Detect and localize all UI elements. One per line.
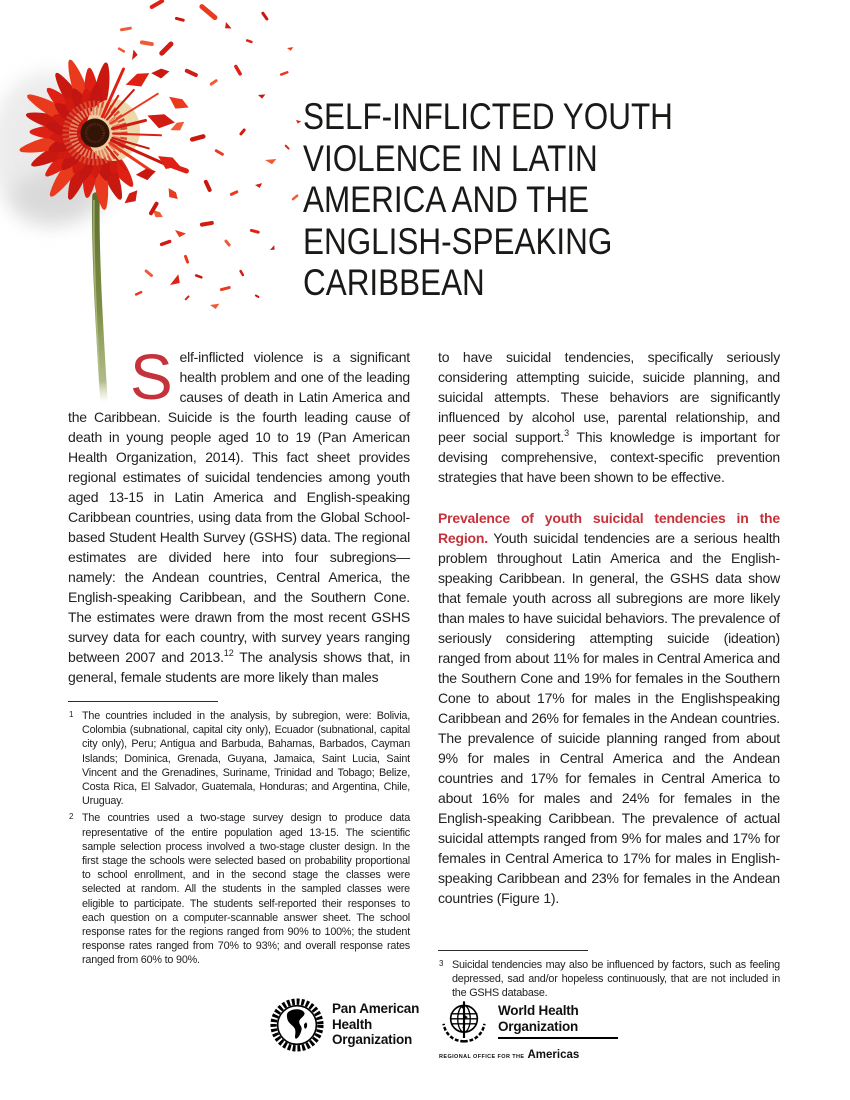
- paho-text-line: Health: [332, 1016, 373, 1032]
- footnote-3-text: Suicidal tendencies may also be influenced by factors, such as feeling depressed, sad and/or hopeless continuously, that are not included in the GSHS database.: [452, 959, 780, 1000]
- intro-text-cont: The analysis shows that, in general, female students are more likely than males: [68, 649, 410, 685]
- title-line: CARIBBEAN: [303, 262, 485, 303]
- page-title: [303, 96, 711, 304]
- title-line: VIOLENCE IN LATIN: [303, 137, 598, 179]
- footnote-ref-12: 12: [223, 648, 234, 658]
- who-text-line: Organization: [498, 1018, 579, 1034]
- who-logo-text: [498, 1003, 618, 1039]
- intro-paragraph: [68, 341, 410, 687]
- footnotes-right: [438, 950, 780, 1001]
- footnote-1-marker: 1: [69, 710, 74, 719]
- title-line: ENGLISH-SPEAKING: [303, 220, 613, 262]
- body-left-column: [68, 341, 410, 971]
- body-right-column: [438, 347, 780, 1004]
- who-text-line: World Health: [498, 1003, 579, 1018]
- footnote-3-marker: 3: [439, 959, 444, 968]
- footnote-2-marker: 2: [69, 812, 74, 822]
- paho-text-line: Pan American: [332, 1001, 420, 1016]
- footnote-ref-3: 3: [564, 428, 570, 438]
- paho-logo: [270, 998, 419, 1052]
- paho-text-line: Organization: [332, 1032, 413, 1047]
- footnote-3: [438, 958, 780, 1001]
- footnote-separator: [68, 701, 218, 702]
- footnote-1-text: The countries included in the analysis, by subregion, were: Bolivia, Colombia (subnational, capital city only), Ecuador (subnational, capital city only), Peru; Antigua and Barbuda, Bahamas, Barbados, Cayman Islands; Dominica, Grenada, Guyana, Jamaica, Saint Lucia, Saint Vincent and the Grenadines, Suriname, Trinidad and Tobago; Belize, Costa Rica, El Salvador, Guatemala, Honduras; and Argentina, Chile, Uruguay.: [82, 710, 410, 808]
- paragraph-1: [438, 347, 780, 487]
- title-line: SELF-INFLICTED YOUTH: [303, 96, 673, 137]
- paragraph-1-text-cont: This knowledge is important for devising comprehensive, context-specific prevention strategies that have been shown to be effective.: [438, 429, 780, 485]
- paragraph-2: [438, 508, 780, 908]
- who-office-label: REGIONAL OFFICE FOR THE: [439, 1054, 525, 1060]
- paho-emblem-icon: [270, 998, 324, 1052]
- footer-logos: [0, 997, 850, 1067]
- footnote-2-text: The countries used a two-stage survey design to produce data representative of the entire population aged 13-15. The scientific sample selection process involved a two-stage cluster design. In the first stage the schools were selected based on probability proportional to school enrollment, and in the second stage the classes were selected at random. All the students in the sampled classes were eligible to participate. The students self-reported their responses to each question on a computer-scannable answer sheet. The school response rates for the regions ranged from 90% to 100%; the student response rates ranged from 70% to 93%; and overall response rates ranged from 60% to 90%.: [82, 812, 410, 967]
- paragraph-2-text: Youth suicidal tendencies are a serious health problem throughout Latin America and the English-speaking Caribbean. In general, the GSHS data show that female youth across all subregions are more likely than males to have suicidal behaviors. The prevalence of seriously considering attempting suicide (ideation) ranged from about 11% for males in Central America and the Southern Cone and 19% for females in the Southern Cone to about 17% for males in the Englishspeaking Caribbean and 26% for females in the Andean countries. The prevalence of suicide planning ranged from about 9% for males in Central America and the Andean countries and 17% for females in Central America to about 16% for males and 24% for females in the English-speaking Caribbean. The prevalence of actual suicidal attempts ranged from 9% for males and 17% for females in Central America to 17% for males in English-speaking Caribbean and 23% for females in the Andean countries (Figure 1).: [438, 530, 780, 906]
- who-region-label: Americas: [527, 1049, 580, 1061]
- footnote-separator: [438, 950, 588, 951]
- who-regional-office: [439, 1045, 579, 1063]
- intro-text: elf-inflicted violence is a significant health problem and one of the leading causes of death in Latin America and the Caribbean. Suicide is the fourth leading cause of death in young people aged 10 to 19 (Pan American Health Organization, 2014). This fact sheet provides regional estimates of suicidal tendencies among youth aged 13-15 in Latin America and English-speaking Caribbean countries, using data from the Global School-based Student Health Survey (GSHS) data. The regional estimates are divided here into four subregions—namely: the Andean countries, Central America, the English-speaking Caribbean, and the Southern Cone. The estimates were drawn from the most recent GSHS survey data for each country, with survey years ranging between 2007 and 2013.: [68, 349, 410, 665]
- dropcap-indent-spacer: [68, 347, 130, 405]
- paho-logo-text: [332, 1001, 419, 1048]
- footnote-2: [68, 811, 410, 967]
- section-heading-prevalence: Prevalence of youth suicidal tendencies in the Region.: [438, 510, 780, 546]
- footnotes-left: [68, 701, 410, 968]
- who-emblem-icon: [439, 998, 489, 1048]
- title-line: AMERICA AND THE: [303, 179, 590, 220]
- footnote-1: [68, 709, 410, 808]
- drop-cap: S: [130, 341, 173, 413]
- paragraph-1-text: to have suicidal tendencies, specifically seriously considering attempting suicide, suicide planning, and suicidal attempts. These behaviors are significantly influenced by alcohol use, parental relationship, and peer social support.: [438, 349, 780, 445]
